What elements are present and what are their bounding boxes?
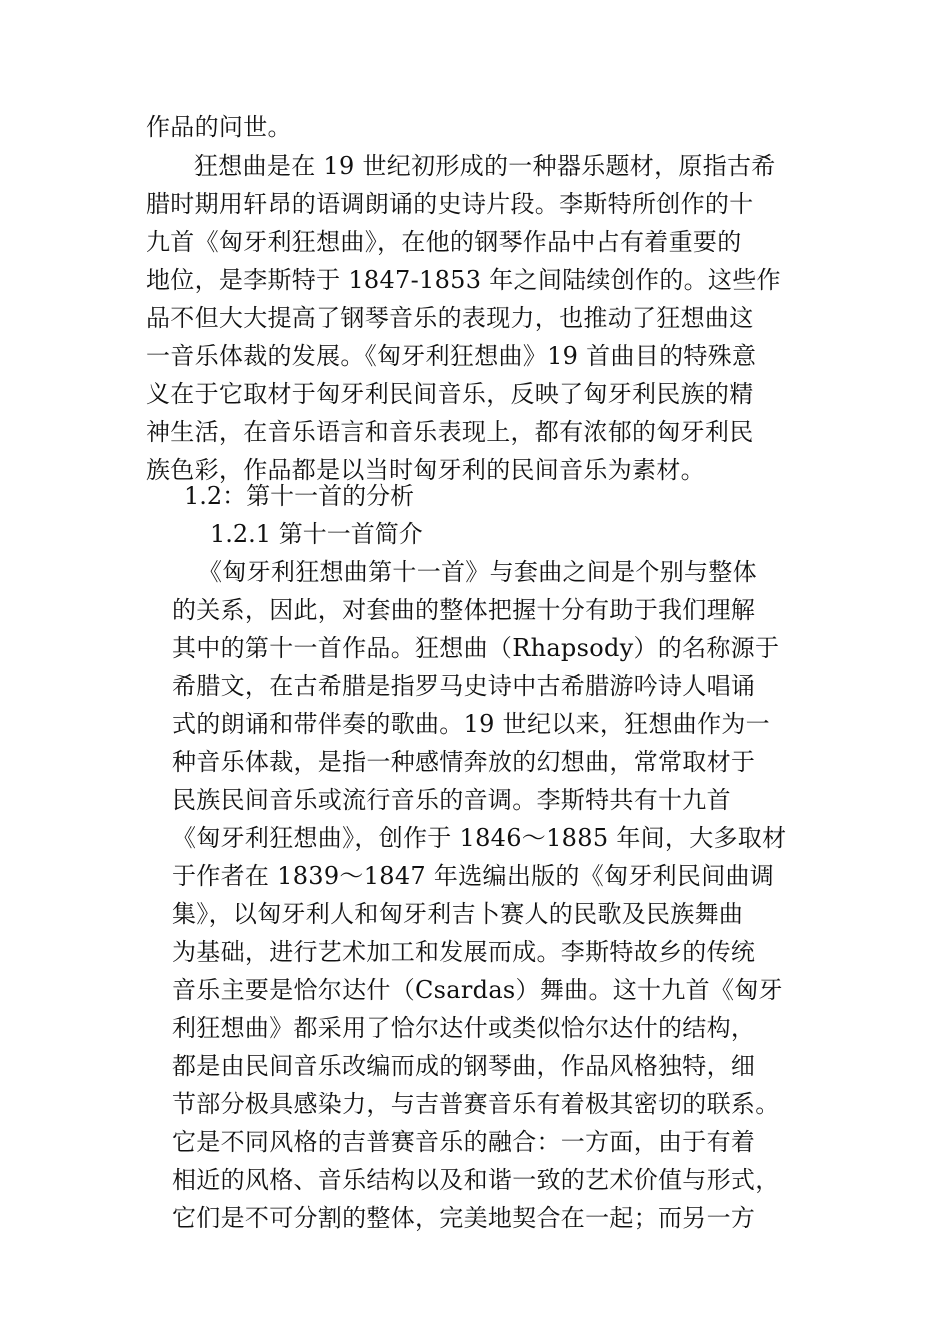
paragraph-line: 品不但大大提高了钢琴音乐的表现力，也推动了狂想曲这 xyxy=(146,304,754,332)
section-heading: 1.2：第十一首的分析 xyxy=(184,482,415,510)
paragraph-line: 义在于它取材于匈牙利民间音乐，反映了匈牙利民族的精 xyxy=(146,380,754,408)
paragraph-line: 它是不同风格的吉普赛音乐的融合：一方面，由于有着 xyxy=(172,1128,756,1156)
paragraph-line: 《匈牙利狂想曲第十一首》与套曲之间是个别与整体 xyxy=(198,558,757,586)
paragraph-line: 狂想曲是在 19 世纪初形成的一种器乐题材，原指古希 xyxy=(194,152,776,180)
subsection-heading: 1.2.1 第十一首简介 xyxy=(210,520,423,548)
paragraph-line: 的关系，因此，对套曲的整体把握十分有助于我们理解 xyxy=(172,596,756,624)
paragraph-line: 节部分极具感染力，与吉普赛音乐有着极其密切的联系。 xyxy=(172,1090,780,1118)
paragraph-line: 种音乐体裁，是指一种感情奔放的幻想曲，常常取材于 xyxy=(172,748,756,776)
paragraph-line: 族色彩，作品都是以当时匈牙利的民间音乐为素材。 xyxy=(146,456,705,484)
paragraph-line: 于作者在 1839～1847 年选编出版的《匈牙利民间曲调 xyxy=(172,862,775,890)
paragraph-line: 都是由民间音乐改编而成的钢琴曲，作品风格独特，细 xyxy=(172,1052,756,1080)
paragraph-line: 音乐主要是恰尔达什（Csardas）舞曲。这十九首《匈牙 xyxy=(172,976,783,1004)
paragraph-line: 民族民间音乐或流行音乐的音调。李斯特共有十九首 xyxy=(172,786,731,814)
paragraph-line: 九首《匈牙利狂想曲》，在他的钢琴作品中占有着重要的 xyxy=(146,228,742,256)
paragraph-line: 一音乐体裁的发展。《匈牙利狂想曲》19 首曲目的特殊意 xyxy=(146,342,757,370)
paragraph-line: 地位，是李斯特于 1847-1853 年之间陆续创作的。这些作 xyxy=(146,266,781,294)
paragraph-line: 希腊文，在古希腊是指罗马史诗中古希腊游吟诗人唱诵 xyxy=(172,672,756,700)
paragraph-line: 相近的风格、音乐结构以及和谐一致的艺术价值与形式， xyxy=(172,1166,780,1194)
paragraph-line: 作品的问世。 xyxy=(146,113,292,141)
paragraph-line: 式的朗诵和带伴奏的歌曲。19 世纪以来，狂想曲作为一 xyxy=(172,710,770,738)
paragraph-line: 神生活，在音乐语言和音乐表现上，都有浓郁的匈牙利民 xyxy=(146,418,754,446)
paragraph-line: 利狂想曲》都采用了恰尔达什或类似恰尔达什的结构， xyxy=(172,1014,756,1042)
paragraph-line: 《匈牙利狂想曲》，创作于 1846～1885 年间，大多取材 xyxy=(172,824,787,852)
paragraph-line: 集》，以匈牙利人和匈牙利吉卜赛人的民歌及民族舞曲 xyxy=(172,900,744,928)
paragraph-line: 腊时期用轩昂的语调朗诵的史诗片段。李斯特所创作的十 xyxy=(146,190,754,218)
paragraph-line: 它们是不可分割的整体，完美地契合在一起；而另一方 xyxy=(172,1204,756,1232)
paragraph-line: 其中的第十一首作品。狂想曲（Rhapsody）的名称源于 xyxy=(172,634,780,662)
paragraph-line: 为基础，进行艺术加工和发展而成。李斯特故乡的传统 xyxy=(172,938,756,966)
